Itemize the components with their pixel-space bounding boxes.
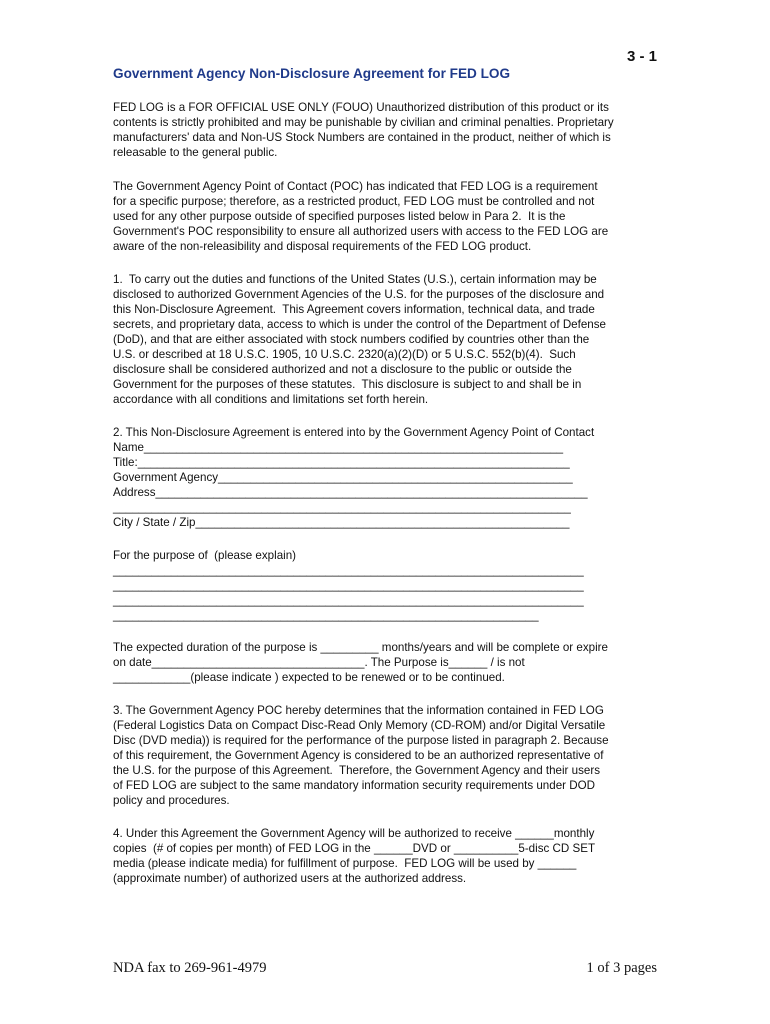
text-line: Name_________________________________________________________________ [113, 441, 564, 454]
text-line: Government Agency_______________________________________________________ [113, 471, 573, 484]
text-line: accordance with all conditions and limitations set forth herein. [113, 393, 429, 406]
text-line: disclosure shall be considered authorized and not a disclosure to the public or outside the [113, 363, 572, 376]
text-line: releasable to the general public. [113, 146, 278, 159]
text-line: City / State / Zip__________________________________________________________ [113, 516, 570, 529]
text-line: The Government Agency Point of Contact (POC) has indicated that FED LOG is a requirement [113, 180, 598, 193]
text-line: _________________________________________________________________________ [113, 579, 584, 592]
text-line: secrets, and proprietary data, access to which is under the control of the Department of Defense [113, 318, 606, 331]
text-line: this Non-Disclosure Agreement. This Agreement covers information, technical data, and trade [113, 303, 595, 316]
text-line: manufacturers' data and Non-US Stock Numbers are contained in the product, neither of which is [113, 131, 611, 144]
page-number: 3 - 1 [626, 48, 657, 65]
text-line: (Federal Logistics Data on Compact Disc-Read Only Memory (CD-ROM) and/or Digital Versatile [113, 719, 606, 732]
text-line: _______________________________________________________________________ [113, 501, 571, 514]
text-line: Address___________________________________________________________________ [113, 486, 588, 499]
text-line: ____________(please indicate ) expected to be renewed or to be continued. [113, 671, 505, 684]
footer-fax: NDA fax to 269-961-4979 [113, 960, 267, 976]
text-line: disclosed to authorized Government Agencies of the U.S. for the purposes of the disclosure and [113, 288, 605, 301]
text-line: copies (# of copies per month) of FED LOG in the ______DVD or __________5-disc CD SET [113, 842, 596, 855]
text-line: __________________________________________________________________ [113, 609, 539, 622]
text-line: (approximate number) of authorized users at the authorized address. [113, 872, 467, 885]
text-line: 1. To carry out the duties and functions of the United States (U.S.), certain information may be [113, 273, 597, 286]
text-line: 2. This Non-Disclosure Agreement is entered into by the Government Agency Point of Contact [113, 426, 595, 439]
text-line: aware of the non-releasibility and disposal requirements of the FED LOG product. [113, 240, 532, 253]
text-line: for a specific purpose; therefore, as a restricted product, FED LOG must be controlled and not [113, 195, 595, 208]
document-title: Government Agency Non-Disclosure Agreement for FED LOG [113, 66, 511, 81]
footer-page-count: 1 of 3 pages [586, 960, 657, 976]
text-line: policy and procedures. [113, 794, 230, 807]
text-line: on date_________________________________. The Purpose is______ / is not [113, 656, 525, 669]
text-line: _________________________________________________________________________ [113, 594, 584, 607]
text-line: U.S. or described at 18 U.S.C. 1905, 10 U.S.C. 2320(a)(2)(D) or 5 U.S.C. 552(b)(4). Such [113, 348, 576, 361]
text-line: media (please indicate media) for fulfillment of purpose. FED LOG will be used by ______ [113, 857, 577, 870]
text-line: Government's POC responsibility to ensure all authorized users with access to the FED LOG are [113, 225, 609, 238]
text-line: (DoD), and that are either associated with stock numbers codified by countries other than the [113, 333, 590, 346]
text-line: of FED LOG are subject to the same mandatory information security requirements under DOD [113, 779, 595, 792]
text-line: the U.S. for the purpose of this Agreement. Therefore, the Government Agency and their users [113, 764, 600, 777]
text-line: For the purpose of (please explain) [113, 549, 297, 562]
text-line: FED LOG is a FOR OFFICIAL USE ONLY (FOUO) Unauthorized distribution of this product or its [113, 101, 609, 114]
text-line: used for any other purpose outside of specified purposes listed below in Para 2. It is the [113, 210, 566, 223]
text-line: Disc (DVD media)) is required for the performance of the purpose listed in paragraph 2. Because [113, 734, 609, 747]
text-line: Government for the purposes of these statutes. This disclosure is subject to and shall be in [113, 378, 582, 391]
text-line: contents is strictly prohibited and may be punishable by civilian and criminal penalties. Proprietary [113, 116, 614, 129]
text-line: 3. The Government Agency POC hereby determines that the information contained in FED LOG [113, 704, 604, 717]
text-line: 4. Under this Agreement the Government Agency will be authorized to receive ______monthly [113, 827, 595, 840]
text-line: of this requirement, the Government Agency is considered to be an authorized representative of [113, 749, 604, 762]
text-line: _________________________________________________________________________ [113, 564, 584, 577]
text-line: The expected duration of the purpose is _________ months/years and will be complete or expire [113, 641, 608, 654]
text-line: Title:___________________________________________________________________ [113, 456, 570, 469]
